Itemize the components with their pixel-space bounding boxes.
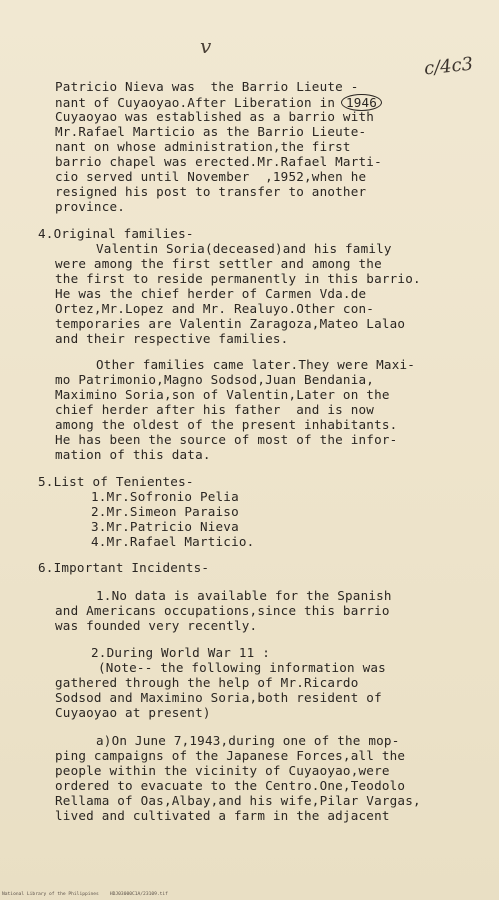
handwritten-corner-code: c/4c3 bbox=[423, 53, 475, 80]
text-line: province. bbox=[55, 199, 126, 214]
text-line: He was the chief herder of Carmen Vda.de bbox=[55, 286, 367, 301]
text-line: were among the first settler and among the bbox=[55, 256, 382, 271]
text-line: Cuyaoyao was established as a barrio with bbox=[55, 109, 375, 124]
text-line: people within the vicinity of Cuyaoyao,were bbox=[55, 763, 390, 778]
text-line: was founded very recently. bbox=[55, 618, 258, 633]
text-line: chief herder after his father and is now bbox=[55, 402, 375, 417]
text-line: Patricio Nieva was the Barrio Lieute - bbox=[55, 79, 359, 94]
text-line: lived and cultivated a farm in the adjacent bbox=[55, 808, 390, 823]
text-line: cio served until November ,1952,when he bbox=[55, 169, 367, 184]
section-heading: 6.Important Incidents- bbox=[38, 560, 210, 575]
text-line: the first to reside permanently in this barrio. bbox=[55, 271, 421, 286]
text-line: among the oldest of the present inhabitants. bbox=[55, 417, 398, 432]
archive-footer: National Library of the Philippines HDJ03000C1A/23109.tif bbox=[2, 892, 168, 897]
list-item: 1.Mr.Sofronio Pelia bbox=[91, 489, 239, 504]
section-heading: 4.Original families- bbox=[38, 226, 194, 241]
section-heading: 5.List of Tenientes- bbox=[38, 474, 194, 489]
text-line: Sodsod and Maximino Soria,both resident of bbox=[55, 690, 382, 705]
text-line: nant on whose administration,the first bbox=[55, 139, 351, 154]
circled-year: 1946 bbox=[341, 94, 382, 111]
text-line: Valentin Soria(deceased)and his family bbox=[96, 241, 392, 256]
text-line: and Americans occupations,since this barrio bbox=[55, 603, 390, 618]
text-line: barrio chapel was erected.Mr.Rafael Marti- bbox=[55, 154, 382, 169]
text-line: ping campaigns of the Japanese Forces,all the bbox=[55, 748, 406, 763]
text-line: mo Patrimonio,Magno Sodsod,Juan Bendania, bbox=[55, 372, 375, 387]
text-line: Maximino Soria,son of Valentin,Later on the bbox=[55, 387, 390, 402]
text-line: temporaries are Valentin Zaragoza,Mateo Lalao bbox=[55, 316, 406, 331]
text-line: Cuyaoyao at present) bbox=[55, 705, 211, 720]
list-item: 3.Mr.Patricio Nieva bbox=[91, 519, 239, 534]
text-span: nant of Cuyaoyao.After Liberation in bbox=[55, 95, 343, 110]
text-line: a)On June 7,1943,during one of the mop- bbox=[96, 733, 400, 748]
text-line: He has been the source of most of the infor- bbox=[55, 432, 398, 447]
text-line: mation of this data. bbox=[55, 447, 211, 462]
text-line: (Note-- the following information was bbox=[98, 660, 386, 675]
text-line: Ortez,Mr.Lopez and Mr. Realuyo.Other con- bbox=[55, 301, 375, 316]
list-item: 2.Mr.Simeon Paraiso bbox=[91, 504, 239, 519]
text-line: and their respective families. bbox=[55, 331, 289, 346]
text-line: 2.During World War 11 : bbox=[91, 645, 270, 660]
text-line: ordered to evacuate to the Centro.One,Teodolo bbox=[55, 778, 406, 793]
text-line: 1.No data is available for the Spanish bbox=[96, 588, 392, 603]
list-item: 4.Mr.Rafael Marticio. bbox=[91, 534, 255, 549]
handwritten-mark-top: v bbox=[200, 34, 212, 58]
text-line: Other families came later.They were Maxi- bbox=[96, 357, 416, 372]
text-line: gathered through the help of Mr.Ricardo bbox=[55, 675, 359, 690]
text-line: Mr.Rafael Marticio as the Barrio Lieute- bbox=[55, 124, 367, 139]
text-line: resigned his post to transfer to another bbox=[55, 184, 367, 199]
text-line: Rellama of Oas,Albay,and his wife,Pilar Vargas, bbox=[55, 793, 421, 808]
